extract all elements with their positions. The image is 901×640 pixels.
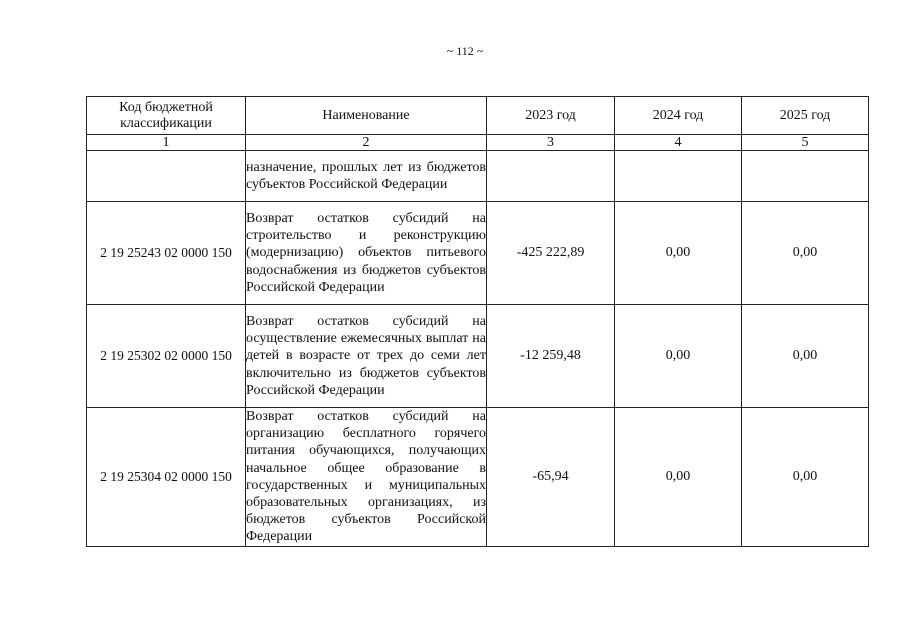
column-number: 4: [615, 135, 742, 151]
cell-2023: [487, 151, 615, 202]
cell-code: 2 19 25243 02 0000 150: [87, 202, 246, 305]
cell-name: назначение, прошлых лет из бюджетов субъектов Российской Федерации: [246, 151, 487, 202]
cell-code: 2 19 25304 02 0000 150: [87, 408, 246, 547]
column-number: 3: [487, 135, 615, 151]
cell-code: [87, 151, 246, 202]
header-2024: 2024 год: [615, 97, 742, 135]
header-code: Код бюджетной классификации: [87, 97, 246, 135]
cell-code: 2 19 25302 02 0000 150: [87, 305, 246, 408]
cell-2024: 0,00: [615, 305, 742, 408]
table-row: [87, 408, 869, 547]
cell-2025: 0,00: [742, 305, 869, 408]
column-number: 1: [87, 135, 246, 151]
cell-2023: -65,94: [487, 408, 615, 547]
cell-2023: -12 259,48: [487, 305, 615, 408]
page-number: ~ 112 ~: [446, 44, 484, 58]
table-row: [87, 151, 869, 202]
column-number: 2: [246, 135, 487, 151]
cell-2025: 0,00: [742, 202, 869, 305]
header-name: Наименование: [246, 97, 487, 135]
cell-2025: [742, 151, 869, 202]
header-2025: 2025 год: [742, 97, 869, 135]
table-row: [87, 305, 869, 408]
budget-table: [86, 96, 869, 547]
cell-name: Возврат остатков субсидий на строительство и реконструкцию (модернизацию) объектов питьевого водоснабжения из бюджетов субъектов Российской Федерации: [246, 202, 487, 305]
cell-2023: -425 222,89: [487, 202, 615, 305]
column-number-row: [87, 135, 869, 151]
column-number: 5: [742, 135, 869, 151]
header-row: [87, 97, 869, 135]
cell-2024: [615, 151, 742, 202]
table-row: [87, 202, 869, 305]
cell-2024: 0,00: [615, 408, 742, 547]
header-2023: 2023 год: [487, 97, 615, 135]
cell-name: Возврат остатков субсидий на осуществление ежемесячных выплат на детей в возрасте от трех до семи лет включительно из бюджетов субъектов Российской Федерации: [246, 305, 487, 408]
cell-name: Возврат остатков субсидий на организацию бесплатного горячего питания обучающихся, получающих начальное общее образование в государственных и муниципальных образовательных организациях, из бюджетов субъектов Российской Федерации: [246, 409, 486, 545]
cell-2025: 0,00: [742, 408, 869, 547]
cell-2024: 0,00: [615, 202, 742, 305]
